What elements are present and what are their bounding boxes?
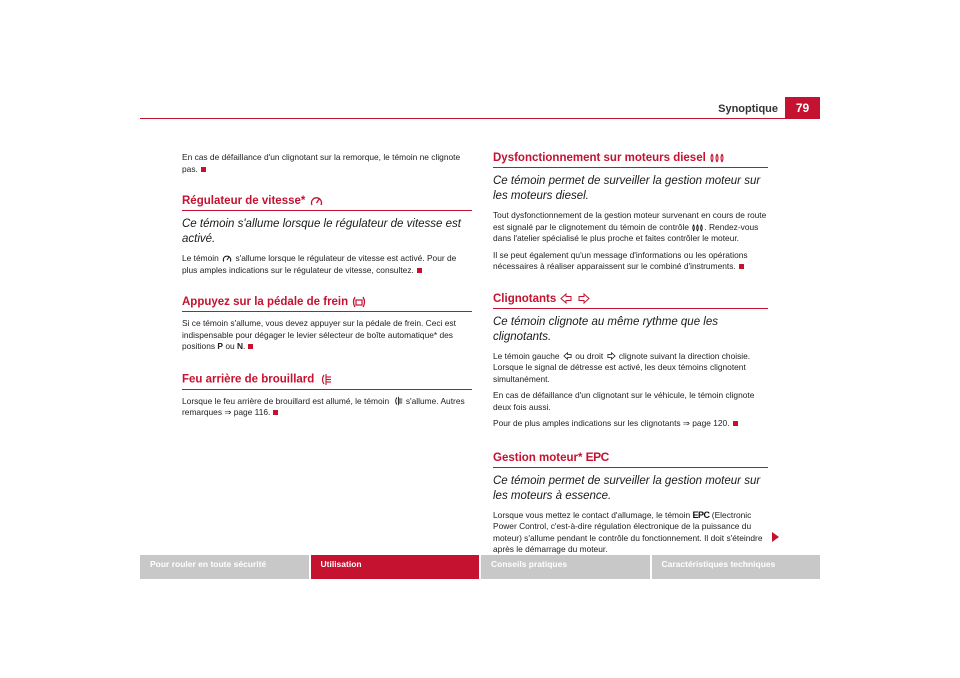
end-of-section-marker <box>273 410 278 415</box>
end-of-section-marker <box>248 344 253 349</box>
brake-pedal-icon <box>352 296 366 308</box>
turn-right-arrow-icon <box>578 293 590 304</box>
intro-paragraph: En cas de défaillance d'un clignotant sur la remorque, le témoin ne clignote pas. <box>182 152 461 174</box>
section-engine-management-body: Lorsque vous mettez le contact d'allumage, le témoin EPC (Electronic Power Control, c'est-à-dire régulation électronique de la puissance du moteur) s'allume pendant le contrôle du fonctionnement. Il doit s'éteindre après le démarrage du moteur. <box>493 509 763 554</box>
tab-utilisation[interactable]: Utilisation <box>311 555 480 579</box>
section-diesel-body-2: Il se peut également qu'un message d'informations ou les opérations nécessaires à réaliser apparaissent sur le combiné d'instruments. <box>493 249 748 271</box>
section-diesel-title: Dysfonctionnement sur moteurs diesel <box>493 152 768 168</box>
next-page-arrow-icon[interactable] <box>772 532 779 542</box>
section-diesel-lead: Ce témoin permet de surveiller la gestion moteur sur les moteurs diesel. <box>493 175 761 202</box>
section-brake-pedal-body: Si ce témoin s'allume, vous devez appuyer sur la pédale de frein. Ceci est indispensable pour dégager le levier sélecteur de boîte automatique* des positions P ou N. <box>182 318 456 352</box>
section-rear-fog-body: Lorsque le feu arrière de brouillard est allumé, le témoin s'allume. Autres remarques ⇒ page 116. <box>182 395 465 418</box>
glow-plug-icon <box>692 223 703 232</box>
epc-icon: EPC <box>585 449 609 464</box>
section-rear-fog-title: Feu arrière de brouillard <box>182 373 472 390</box>
page-number: 79 <box>785 97 820 119</box>
section-diesel-body-1: Tout dysfonctionnement de la gestion moteur survenant en cours de route est signalé par le clignotement du témoin de contrôle . Rendez-vous dans l'atelier spécialisé le plus proche et faites contrôler le moteur. <box>493 210 767 243</box>
header-rule <box>140 118 820 119</box>
end-of-section-marker <box>417 268 422 273</box>
section-cruise-control-body: Le témoin s'allume lorsque le régulateur de vitesse est activé. Pour de plus amples indications sur le régulateur de vitesse, consultez. <box>182 253 457 275</box>
section-turn-signals-title: Clignotants <box>493 293 768 309</box>
cruise-control-icon <box>222 254 232 263</box>
right-column <box>493 152 768 561</box>
rear-fog-light-icon <box>393 396 403 406</box>
glow-plug-icon <box>710 152 724 163</box>
section-engine-management-lead: Ce témoin permet de surveiller la gestion moteur sur les moteurs à essence. <box>493 474 761 502</box>
section-turn-signals-lead: Ce témoin clignote au même rythme que les clignotants. <box>493 315 718 343</box>
header-title: Synoptique <box>718 103 778 115</box>
footer-nav <box>140 555 820 579</box>
section-turn-signals-body-3: Pour de plus amples indications sur les clignotants ⇒ page 120. <box>493 418 768 430</box>
section-cruise-control-lead: Ce témoin s'allume lorsque le régulateur de vitesse est activé. <box>182 218 461 246</box>
end-of-section-marker <box>201 167 206 172</box>
section-brake-pedal-title: Appuyez sur la pédale de frein <box>182 296 472 312</box>
section-engine-management-title: Gestion moteur* EPC <box>493 450 768 468</box>
turn-left-arrow-icon <box>560 293 572 304</box>
section-turn-signals-body-2: En cas de défaillance d'un clignotant sur le véhicule, le témoin clignote deux fois aussi. <box>493 390 755 412</box>
turn-right-arrow-icon <box>607 352 616 360</box>
turn-left-arrow-icon <box>563 352 572 360</box>
tab-pour-rouler-en-toute-securite[interactable]: Pour rouler en toute sécurité <box>140 555 309 579</box>
epc-icon: EPC <box>692 509 710 520</box>
end-of-section-marker <box>739 264 744 269</box>
tab-conseils-pratiques[interactable]: Conseils pratiques <box>481 555 650 579</box>
cruise-control-icon <box>310 195 323 207</box>
left-column <box>182 152 472 424</box>
section-turn-signals-body-1: Le témoin gauche ou droit clignote suivant la direction choisie. Lorsque le signal de détresse est activé, les deux témoins clignotent simultanément. <box>493 350 751 384</box>
end-of-section-marker <box>733 421 738 426</box>
tab-caracteristiques-techniques[interactable]: Caractéristiques techniques <box>652 555 821 579</box>
section-cruise-control-title: Régulateur de vitesse* <box>182 195 472 211</box>
rear-fog-light-icon <box>319 373 332 386</box>
